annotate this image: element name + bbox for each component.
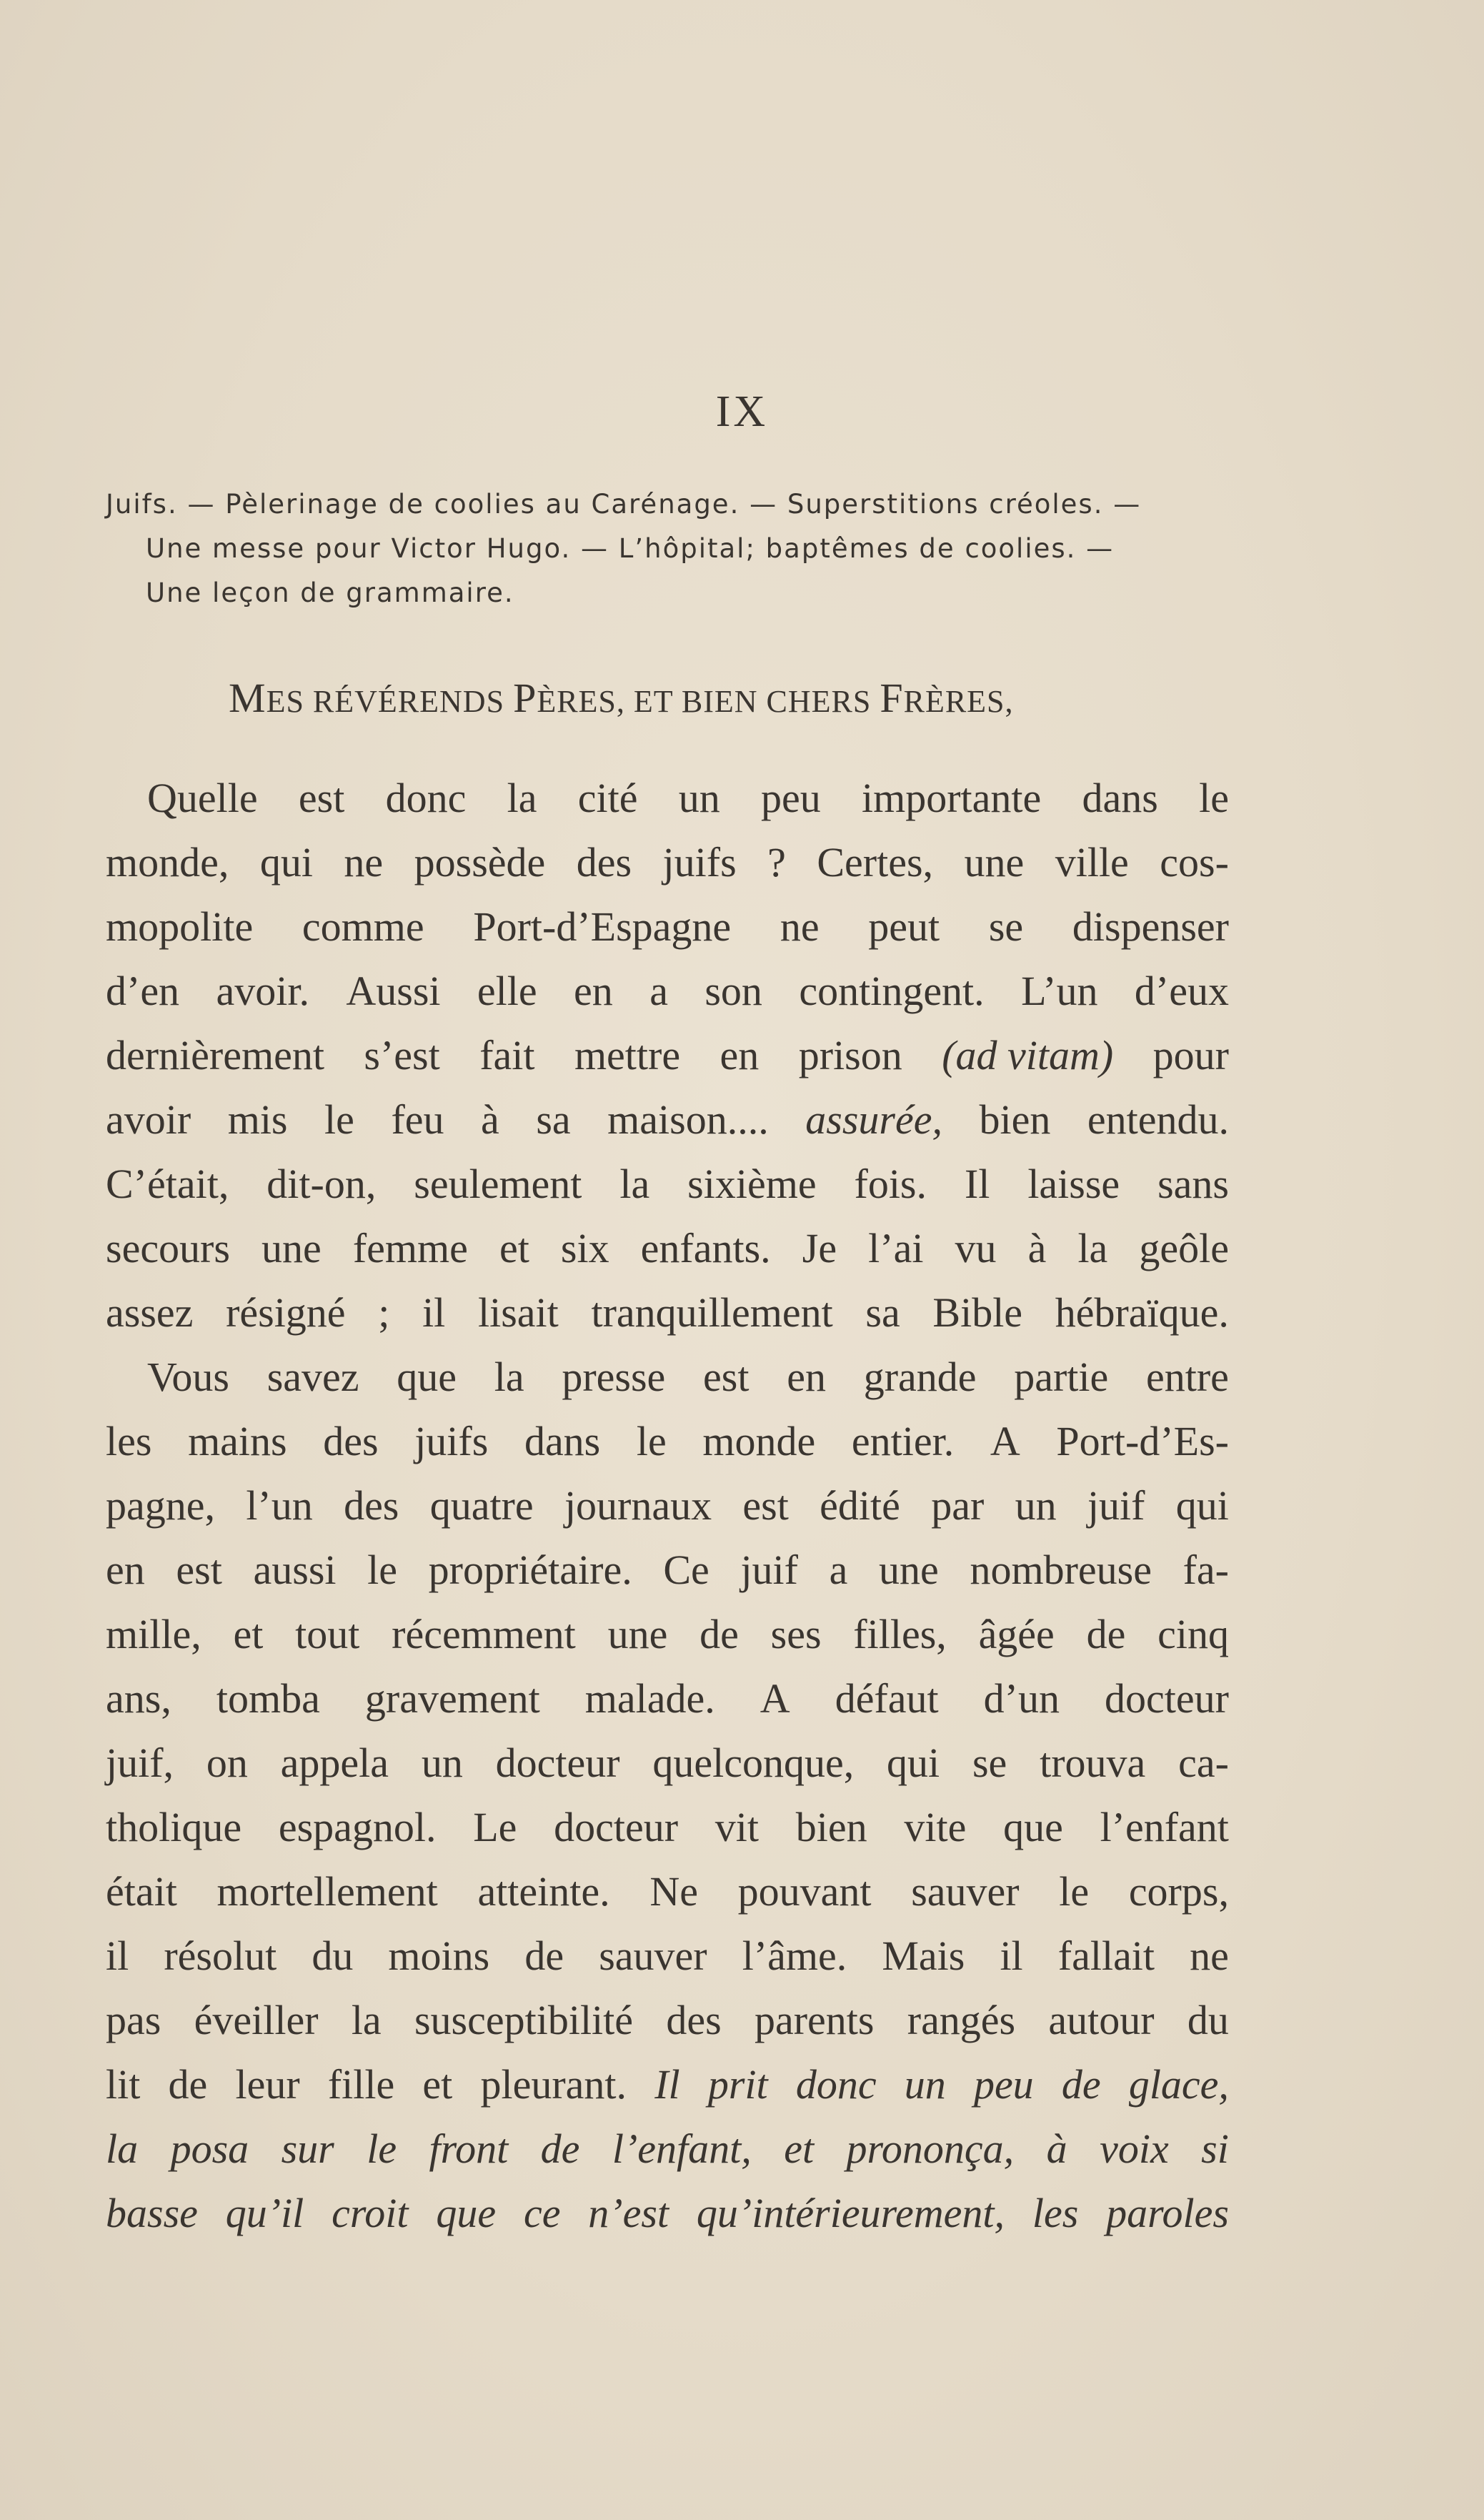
word: lit	[106, 2061, 141, 2108]
word: geôle	[1139, 1225, 1229, 1271]
word: mains	[188, 1418, 287, 1464]
word: parents	[754, 1997, 875, 2043]
word: âgée	[978, 1611, 1055, 1657]
text-line	[106, 1731, 1229, 1795]
word: un	[1015, 1482, 1057, 1529]
word: filles,	[853, 1611, 947, 1657]
word: l’âme.	[742, 1933, 847, 1979]
word: mettre	[574, 1032, 681, 1078]
word: se	[972, 1740, 1007, 1786]
word: peut	[868, 903, 940, 950]
word: dernièrement	[106, 1032, 324, 1078]
word: fa-	[1182, 1547, 1229, 1593]
word: une	[879, 1547, 939, 1593]
word: on	[206, 1740, 248, 1786]
word: de	[1061, 2061, 1101, 2108]
word: qu’il	[225, 2190, 304, 2236]
salutation-initial: M	[229, 675, 267, 721]
word: entendu.	[1087, 1096, 1229, 1143]
word: juifs	[414, 1418, 489, 1464]
word: susceptibilité	[414, 1997, 634, 2043]
word: en	[106, 1547, 145, 1593]
word: feu	[391, 1096, 444, 1143]
word: la	[106, 2125, 139, 2172]
word: mis	[227, 1096, 288, 1143]
word: l’un	[246, 1482, 313, 1529]
word: la	[507, 775, 537, 821]
word: espagnol.	[278, 1804, 437, 1850]
word: malade.	[584, 1675, 715, 1722]
text-line	[106, 766, 1229, 830]
word: journaux	[564, 1482, 712, 1529]
word: mortellement	[216, 1868, 438, 1915]
text-line	[106, 1924, 1229, 1988]
word: fille	[327, 2061, 395, 2108]
word: dans	[1082, 775, 1158, 821]
word: tomba	[216, 1675, 320, 1722]
word: défaut	[835, 1675, 939, 1722]
word: s’est	[364, 1032, 440, 1078]
word: basse	[106, 2190, 198, 2236]
word: tranquillement	[591, 1289, 833, 1336]
chapter-summary	[106, 482, 1235, 615]
word: juifs	[662, 839, 737, 886]
word: corps,	[1128, 1868, 1229, 1915]
word: dispenser	[1072, 903, 1229, 950]
word: la	[351, 1997, 382, 2043]
word: assurée,	[805, 1096, 942, 1143]
word: et	[784, 2125, 815, 2172]
word: résigné	[226, 1289, 346, 1336]
word: ne	[344, 839, 384, 886]
word: paroles	[1106, 2190, 1229, 2236]
word: son	[704, 968, 762, 1014]
word: il	[422, 1289, 446, 1336]
word: bien	[795, 1804, 867, 1850]
word: glace,	[1128, 2061, 1229, 2108]
word: d’eux	[1134, 968, 1229, 1014]
word: dit-on,	[267, 1161, 377, 1207]
word: avoir	[106, 1096, 191, 1143]
word: ca-	[1178, 1740, 1229, 1786]
word: bien	[979, 1096, 1051, 1143]
word: possède	[414, 839, 546, 886]
word: une	[607, 1611, 668, 1657]
word: hébraïque.	[1055, 1289, 1229, 1336]
word: assez	[106, 1289, 194, 1336]
word: L’un	[1021, 968, 1098, 1014]
word: sixième	[687, 1161, 817, 1207]
word: elle	[477, 968, 537, 1014]
word: ?	[767, 839, 786, 886]
word: en	[574, 968, 613, 1014]
word: monde,	[106, 839, 229, 886]
word: si	[1201, 2125, 1229, 2172]
text-line	[106, 1602, 1229, 1667]
word: pas	[106, 1997, 161, 2043]
word: six	[560, 1225, 609, 1271]
word: ce	[523, 2190, 561, 2236]
word: donc	[795, 2061, 877, 2108]
word: le	[1059, 1868, 1090, 1915]
word: une	[262, 1225, 322, 1271]
word: rangés	[907, 1997, 1016, 2043]
body-text	[106, 766, 1229, 2246]
word: et	[422, 2061, 453, 2108]
word: secours	[106, 1225, 230, 1271]
word: et	[233, 1611, 264, 1657]
word: le	[367, 2125, 397, 2172]
word: un	[678, 775, 720, 821]
word: sur	[281, 2125, 334, 2172]
word: en	[719, 1032, 760, 1078]
word: presse	[562, 1354, 666, 1400]
word: leur	[235, 2061, 300, 2108]
word: prononça,	[846, 2125, 1015, 2172]
word: grande	[863, 1354, 977, 1400]
word: pour	[1152, 1032, 1229, 1078]
word: autour	[1048, 1997, 1155, 2043]
word: l’enfant,	[612, 2125, 752, 2172]
word: ville	[1055, 839, 1129, 886]
word: pleurant.	[480, 2061, 627, 2108]
word: Vous	[147, 1354, 229, 1400]
word: sauver	[599, 1933, 707, 1979]
word: sauver	[911, 1868, 1020, 1915]
word: front	[429, 2125, 509, 2172]
word: prit	[707, 2061, 768, 2108]
text-line	[106, 1345, 1229, 1409]
word: A	[990, 1418, 1020, 1464]
word: est	[298, 775, 345, 821]
text-line	[106, 1795, 1229, 1860]
word: la	[494, 1354, 524, 1400]
word: que	[397, 1354, 457, 1400]
word: d’en	[106, 968, 180, 1014]
word: savez	[267, 1354, 359, 1400]
word: mille,	[106, 1611, 201, 1657]
text-line	[106, 1667, 1229, 1731]
word: gravement	[364, 1675, 540, 1722]
word: importante	[861, 775, 1042, 821]
word: par	[931, 1482, 985, 1529]
word: Port-d’Espagne	[473, 903, 732, 950]
salutation-initial: P	[513, 675, 537, 721]
word: les	[1032, 2190, 1079, 2236]
word: un	[904, 2061, 946, 2108]
summary-line: Juifs. — Pèlerinage de coolies au Carénage. — Superstitions créoles. —	[106, 489, 1142, 520]
text-line	[106, 2053, 1229, 2117]
word: moins	[388, 1933, 490, 1979]
text-line	[106, 1474, 1229, 1538]
word: appela	[280, 1740, 389, 1786]
word: des	[323, 1418, 379, 1464]
summary-line: Une leçon de grammaire.	[146, 577, 514, 608]
word: en	[787, 1354, 826, 1400]
word: peu	[973, 2061, 1034, 2108]
word: a	[649, 968, 668, 1014]
word: tholique	[106, 1804, 242, 1850]
word: est	[703, 1354, 750, 1400]
word: de	[524, 1933, 564, 1979]
word: maison....	[607, 1096, 769, 1143]
text-line	[106, 2117, 1229, 2181]
text-line	[106, 1023, 1229, 1088]
word: et	[499, 1225, 529, 1271]
text-line	[106, 2181, 1229, 2246]
word: qui	[259, 839, 313, 886]
word: il	[106, 1933, 129, 1979]
word: cos-	[1160, 839, 1229, 886]
word: dans	[524, 1418, 601, 1464]
word: entre	[1146, 1354, 1229, 1400]
word: résolut	[164, 1933, 277, 1979]
word: Certes,	[817, 839, 934, 886]
word: n’est	[588, 2190, 669, 2236]
word: sa	[865, 1289, 900, 1336]
word: à	[1046, 2125, 1067, 2172]
word: nombreuse	[970, 1547, 1152, 1593]
word: du	[312, 1933, 354, 1979]
word: se	[988, 903, 1024, 950]
word: ans,	[106, 1675, 171, 1722]
word: de	[699, 1611, 739, 1657]
word: l’ai	[868, 1225, 924, 1271]
word: quatre	[429, 1482, 534, 1529]
word: juif	[1087, 1482, 1145, 1529]
text-line	[106, 830, 1229, 895]
word: du	[1187, 1997, 1229, 2043]
word: un	[421, 1740, 463, 1786]
word: Il	[964, 1161, 990, 1207]
word: d’un	[983, 1675, 1060, 1722]
word: femme	[352, 1225, 468, 1271]
word: que	[436, 2190, 497, 2236]
word: le	[367, 1547, 398, 1593]
word: lisait	[477, 1289, 559, 1336]
word: une	[964, 839, 1025, 886]
word: peu	[760, 775, 821, 821]
word: sa	[536, 1096, 571, 1143]
word: ne	[780, 903, 820, 950]
salutation-smallcaps: ÈRES, ET BIEN CHERS	[537, 684, 880, 719]
word: récemment	[392, 1611, 576, 1657]
word: vite	[904, 1804, 967, 1850]
word: (ad vitam)	[942, 1032, 1114, 1078]
word: cinq	[1157, 1611, 1229, 1657]
text-line	[106, 1088, 1229, 1152]
word: C’était,	[106, 1161, 229, 1207]
word: Aussi	[346, 968, 441, 1014]
word: monde	[702, 1418, 816, 1464]
word: quelconque,	[652, 1740, 855, 1786]
word: l’enfant	[1100, 1804, 1229, 1850]
word: mopolite	[106, 903, 254, 950]
word: le	[636, 1418, 667, 1464]
salutation-smallcaps: RÈRES,	[903, 684, 1014, 719]
word: éveiller	[194, 1997, 319, 2043]
word: que	[1003, 1804, 1063, 1850]
word: laisse	[1027, 1161, 1120, 1207]
word: des	[576, 839, 632, 886]
word: à	[1027, 1225, 1047, 1271]
word: trouva	[1040, 1740, 1146, 1786]
word: Le	[473, 1804, 517, 1850]
word: la	[1077, 1225, 1108, 1271]
word: contingent.	[799, 968, 985, 1014]
word: Bible	[932, 1289, 1023, 1336]
word: ;	[378, 1289, 390, 1336]
word: de	[1086, 1611, 1126, 1657]
word: fait	[479, 1032, 535, 1078]
word: ne	[1190, 1933, 1229, 1979]
word: Il	[654, 2061, 680, 2108]
word: des	[666, 1997, 722, 2043]
word: était	[106, 1868, 177, 1915]
word: juif	[740, 1547, 798, 1593]
word: enfants.	[640, 1225, 771, 1271]
word: Mais	[882, 1933, 965, 1979]
word: pouvant	[737, 1868, 872, 1915]
word: Ne	[649, 1868, 698, 1915]
summary-line: Une messe pour Victor Hugo. — L’hôpital; baptêmes de coolies. —	[146, 533, 1115, 564]
word: édité	[820, 1482, 900, 1529]
text-line	[106, 959, 1229, 1023]
text-line	[106, 1216, 1229, 1281]
text-line	[106, 1988, 1229, 2053]
word: les	[106, 1418, 152, 1464]
word: le	[324, 1096, 354, 1143]
word: docteur	[1105, 1675, 1229, 1722]
word: la	[619, 1161, 650, 1207]
word: fallait	[1057, 1933, 1155, 1979]
word: fois.	[854, 1161, 927, 1207]
word: vit	[714, 1804, 760, 1850]
text-line	[106, 895, 1229, 959]
word: pagne,	[106, 1482, 215, 1529]
word: atteinte.	[477, 1868, 610, 1915]
word: a	[829, 1547, 848, 1593]
word: entier.	[851, 1418, 955, 1464]
salutation-smallcaps: ES RÉVÉRENDS	[266, 684, 514, 719]
word: qui	[1175, 1482, 1229, 1529]
text-line	[106, 1152, 1229, 1216]
word: aussi	[253, 1547, 337, 1593]
word: docteur	[495, 1740, 620, 1786]
text-line	[106, 1281, 1229, 1345]
word: seulement	[414, 1161, 582, 1207]
word: Je	[802, 1225, 837, 1271]
word: partie	[1014, 1354, 1109, 1400]
text-line	[106, 1538, 1229, 1602]
word: des	[344, 1482, 399, 1529]
word: croit	[332, 2190, 409, 2236]
word: voix	[1100, 2125, 1169, 2172]
word: tout	[295, 1611, 360, 1657]
salutation	[229, 675, 1014, 721]
word: Port-d’Es-	[1056, 1418, 1229, 1464]
word: propriétaire.	[428, 1547, 632, 1593]
word: docteur	[554, 1804, 679, 1850]
word: de	[540, 2125, 580, 2172]
word: à	[481, 1096, 499, 1143]
word: A	[760, 1675, 790, 1722]
word: posa	[170, 2125, 249, 2172]
word: comme	[302, 903, 424, 950]
word: Ce	[663, 1547, 709, 1593]
word: donc	[385, 775, 467, 821]
word: est	[742, 1482, 789, 1529]
word: il	[1000, 1933, 1023, 1979]
word: qui	[887, 1740, 940, 1786]
word: le	[1199, 775, 1229, 821]
word: vu	[955, 1225, 997, 1271]
word: juif,	[106, 1740, 174, 1786]
word: ses	[770, 1611, 822, 1657]
word: Quelle	[147, 775, 258, 821]
word: qu’intérieurement,	[696, 2190, 1005, 2236]
word: de	[168, 2061, 208, 2108]
word: cité	[577, 775, 638, 821]
text-line	[106, 1860, 1229, 1924]
salutation-initial: F	[880, 675, 904, 721]
word: avoir.	[216, 968, 309, 1014]
chapter-number: IX	[715, 387, 769, 436]
word: prison	[798, 1032, 902, 1078]
word: sans	[1157, 1161, 1229, 1207]
word: est	[176, 1547, 222, 1593]
text-line	[106, 1409, 1229, 1474]
